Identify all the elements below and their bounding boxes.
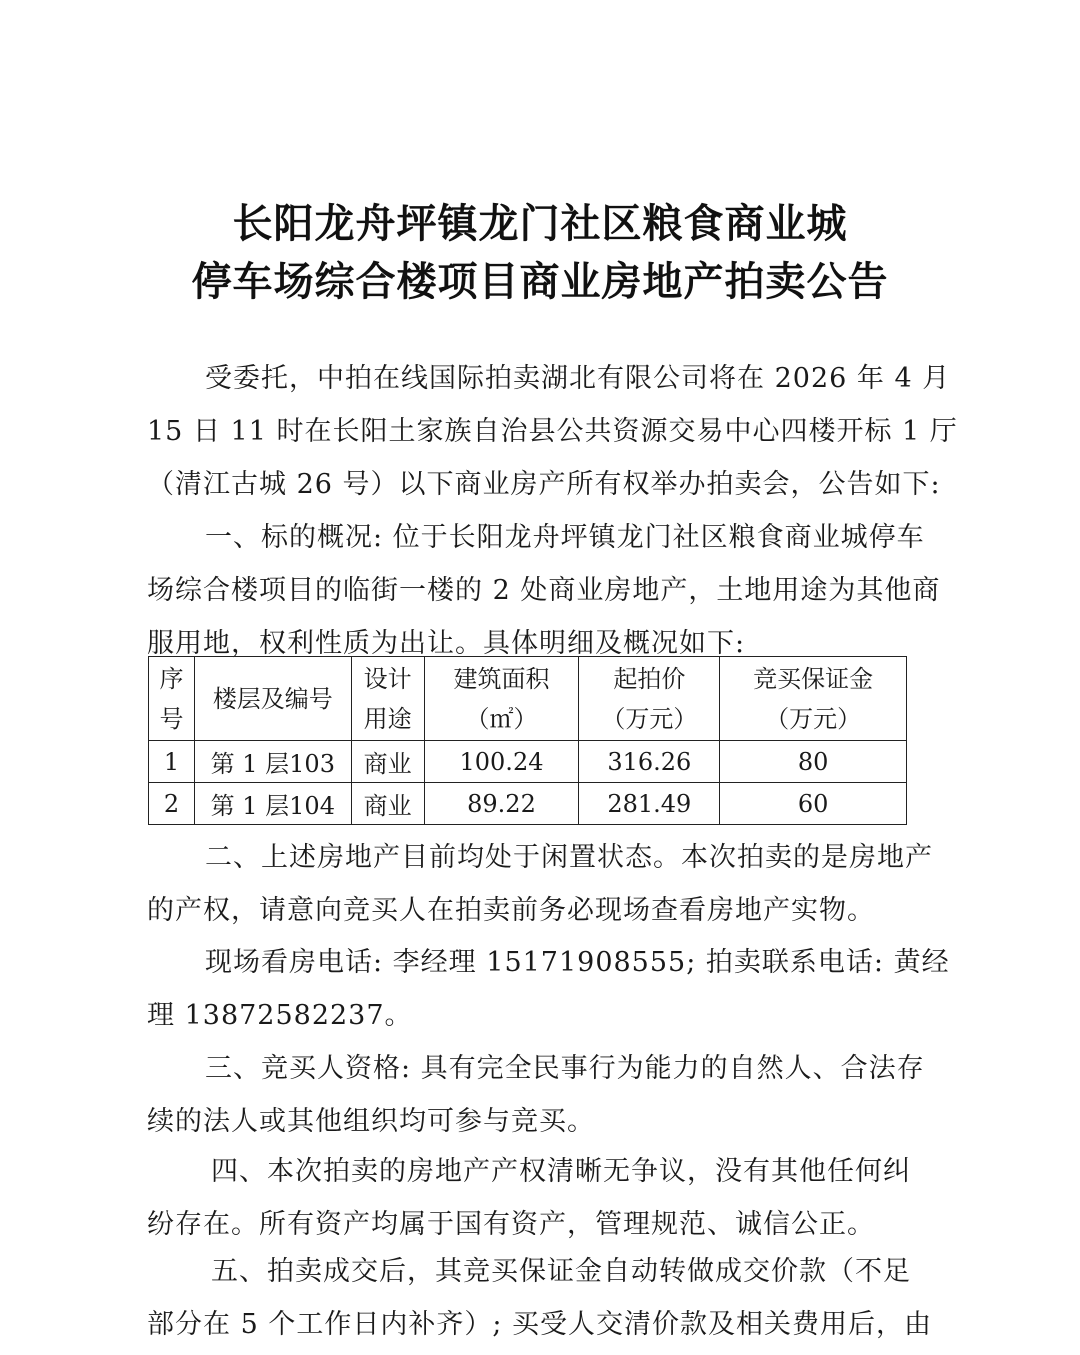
cell-seq: 2 xyxy=(149,783,195,825)
intro-line-1: 受委托，中拍在线国际拍卖湖北有限公司将在 2026 年 4 月 xyxy=(205,363,951,394)
cell-floor: 第 1 层104 xyxy=(194,783,351,825)
lots-table xyxy=(148,656,907,825)
cell-deposit: 60 xyxy=(720,783,907,825)
section-1-line-1: 一、标的概况: 位于长阳龙舟坪镇龙门社区粮食商业城停车 xyxy=(205,522,925,553)
section-3-paragraph xyxy=(147,1042,947,1148)
table-row xyxy=(149,783,907,825)
contact-line-1: 现场看房电话: 李经理 15171908555; 拍卖联系电话: 黄经 xyxy=(205,947,950,978)
table-row xyxy=(149,741,907,783)
cell-start-price: 316.26 xyxy=(579,741,720,783)
header-deposit: 竞买保证金 （万元） xyxy=(720,657,907,741)
section-3-line-2: 续的法人或其他组织均可参与竞买。 xyxy=(147,1106,595,1137)
section-1-paragraph xyxy=(147,511,947,670)
header-floor: 楼层及编号 xyxy=(194,657,351,741)
section-5-line-2: 部分在 5 个工作日内补齐）; 买受人交清价款及相关费用后，由 xyxy=(147,1309,933,1340)
page-title-line-1: 长阳龙舟坪镇龙门社区粮食商业城 xyxy=(232,200,848,247)
section-3-line-1: 三、竞买人资格: 具有完全民事行为能力的自然人、合法存 xyxy=(205,1053,925,1084)
cell-use: 商业 xyxy=(351,783,424,825)
section-2-line-1: 二、上述房地产目前均处于闲置状态。本次拍卖的是房地产 xyxy=(205,842,933,873)
header-start-price: 起拍价 （万元） xyxy=(579,657,720,741)
header-use: 设计 用途 xyxy=(351,657,424,741)
section-4-line-1: 四、本次拍卖的房地产产权清晰无争议，没有其他任何纠 xyxy=(211,1156,911,1187)
cell-deposit: 80 xyxy=(720,741,907,783)
intro-paragraph xyxy=(147,352,958,511)
cell-area: 89.22 xyxy=(424,783,579,825)
section-1-line-3: 服用地，权利性质为出让。具体明细及概况如下: xyxy=(147,628,746,659)
section-2-line-2: 的产权，请意向竞买人在拍卖前务必现场查看房地产实物。 xyxy=(147,895,875,926)
section-4-line-2: 纷存在。所有资产均属于国有资产，管理规范、诚信公正。 xyxy=(147,1209,875,1240)
header-seq: 序 号 xyxy=(149,657,195,741)
table-header-row xyxy=(149,657,907,741)
contact-line-2: 理 13872582237。 xyxy=(147,1000,413,1031)
intro-line-3: （清江古城 26 号）以下商业房产所有权举办拍卖会，公告如下: xyxy=(147,469,941,500)
cell-start-price: 281.49 xyxy=(579,783,720,825)
section-1-line-2: 场综合楼项目的临街一楼的 2 处商业房地产，土地用途为其他商 xyxy=(147,575,941,606)
cell-use: 商业 xyxy=(351,741,424,783)
contact-paragraph xyxy=(147,936,950,1042)
section-5-line-1: 五、拍卖成交后，其竞买保证金自动转做成交价款（不足 xyxy=(211,1256,911,1287)
page-title-line-2: 停车场综合楼项目商业房地产拍卖公告 xyxy=(191,258,889,305)
cell-floor: 第 1 层103 xyxy=(194,741,351,783)
cell-area: 100.24 xyxy=(424,741,579,783)
section-2-paragraph xyxy=(147,831,947,937)
section-5-paragraph xyxy=(147,1245,947,1351)
header-area: 建筑面积 （㎡） xyxy=(424,657,579,741)
section-4-paragraph xyxy=(147,1145,947,1251)
cell-seq: 1 xyxy=(149,741,195,783)
intro-line-2: 15 日 11 时在长阳土家族自治县公共资源交易中心四楼开标 1 厅 xyxy=(147,416,958,447)
